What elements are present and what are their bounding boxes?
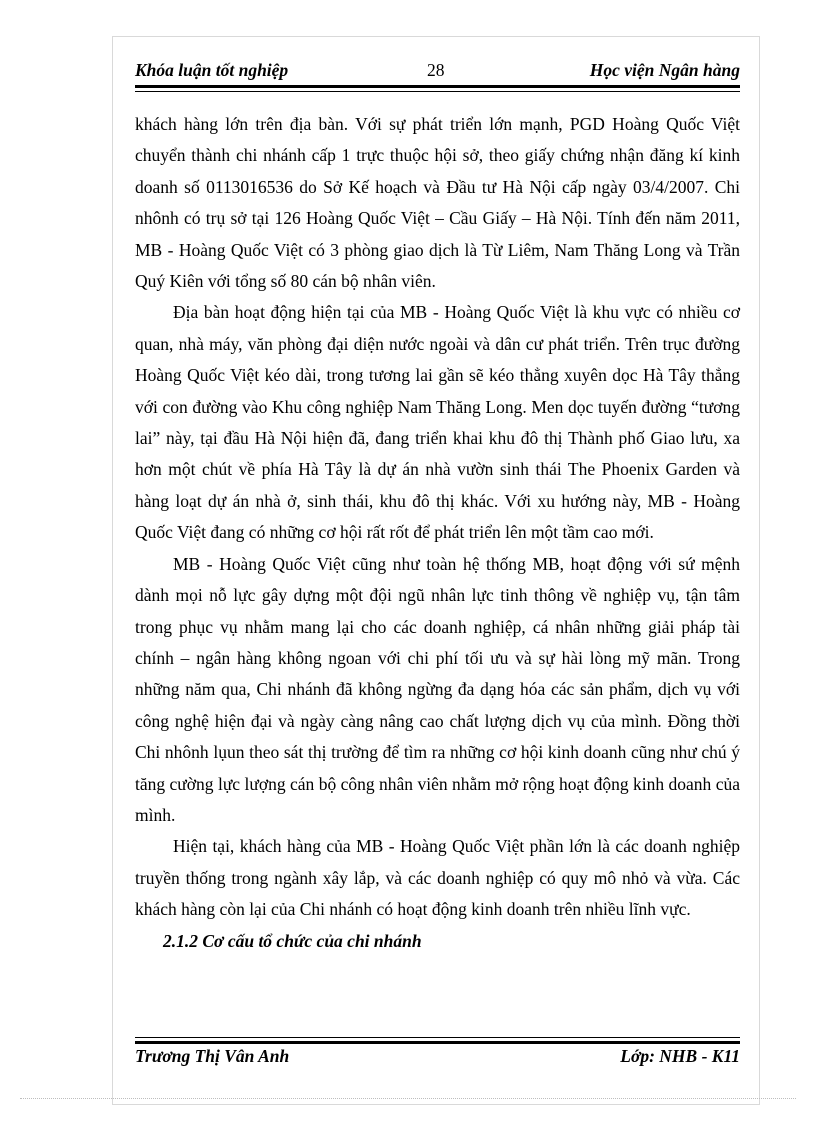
header-thesis-label: Khóa luận tốt nghiệp (135, 60, 289, 80)
page-number: 28 (427, 60, 445, 80)
paragraph-3: MB - Hoàng Quốc Việt cũng như toàn hệ thống MB, hoạt động với sứ mệnh dành mọi nỗ lực gây dựng một đội ngũ nhân lực tinh thông về nghiệp vụ, tận tâm trong phục vụ nhằm mang lại cho các doanh nghiệp, cá nhân những giải pháp tài chính – ngân hàng không ngoan với chi phí tối ưu và sự hài lòng mỹ mãn. Trong những năm qua, Chi nhánh đã không ngừng đa dạng hóa các sản phẩm, dịch vụ với công nghệ hiện đại và ngày càng nâng cao chất lượng dịch vụ của mình. Đồng thời Chi nhônh lụun theo sát thị trường để tìm ra những cơ hội kinh doanh cũng như chú ý tăng cường lực lượng cán bộ công nhân viên nhằm mở rộng hoạt động kinh doanh của mình. (135, 553, 740, 825)
paragraph-4: Hiện tại, khách hàng của MB - Hoàng Quốc Việt phần lớn là các doanh nghiệp truyền thống trong ngành xây lắp, và các doanh nghiệp có quy mô nhỏ và vừa. Các khách hàng còn lại của Chi nhánh có hoạt động kinh doanh trên nhiều lĩnh vực. (135, 836, 740, 920)
page-body (135, 109, 740, 957)
footer-class: Lớp: NHB - K11 (620, 1046, 740, 1066)
page-bottom-guide (20, 1098, 796, 1099)
paragraph-1: khách hàng lớn trên địa bàn. Với sự phát triển lớn mạnh, PGD Hoàng Quốc Việt chuyển thành chi nhánh cấp 1 trực thuộc hội sở, theo giấy chứng nhận đăng kí kinh doanh số 0113016536 do Sở Kế hoạch và Đầu tư Hà Nội cấp ngày 03/4/2007. Chi nhônh có trụ sở tại 126 Hoàng Quốc Việt – Cầu Giấy – Hà Nội. Tính đến năm 2011, MB - Hoàng Quốc Việt có 3 phòng giao dịch là Từ Liêm, Nam Thăng Long và Trần Quý Kiên với tổng số 80 cán bộ nhân viên. (135, 114, 740, 292)
header-institution: Học viện Ngân hàng (589, 60, 740, 80)
footer-rule-thin (135, 1037, 740, 1038)
page-header (135, 56, 740, 86)
page-footer (135, 1042, 740, 1070)
paragraph-2: Địa bàn hoạt động hiện tại của MB - Hoàng Quốc Việt là khu vực có nhiều cơ quan, nhà máy, văn phòng đại diện nước ngoài và dân cư phát triển. Trên trục đường Hoàng Quốc Việt kéo dài, trong tương lai gần sẽ kéo thẳng xuyên dọc Hà Tây thẳng với con đường vào Khu công nghiệp Nam Thăng Long. Men dọc tuyến đường “tương lai” này, tại đầu Hà Nội hiện đã, đang triển khai khu đô thị Thành phố Giao lưu, xa hơn một chút về phía Hà Tây là dự án nhà vườn sinh thái The Phoenix Garden và hàng loạt dự án nhà ở, sinh thái, khu đô thị khác. Với xu hướng này, MB - Hoàng Quốc Việt đang có những cơ hội rất rốt để phát triển lên một tầm cao mới. (135, 302, 740, 543)
footer-author: Trương Thị Vân Anh (135, 1046, 290, 1066)
header-rule-thin (135, 91, 740, 92)
header-rule-thick (135, 85, 740, 88)
section-heading: 2.1.2 Cơ cấu tổ chức của chi nhánh (163, 930, 422, 951)
